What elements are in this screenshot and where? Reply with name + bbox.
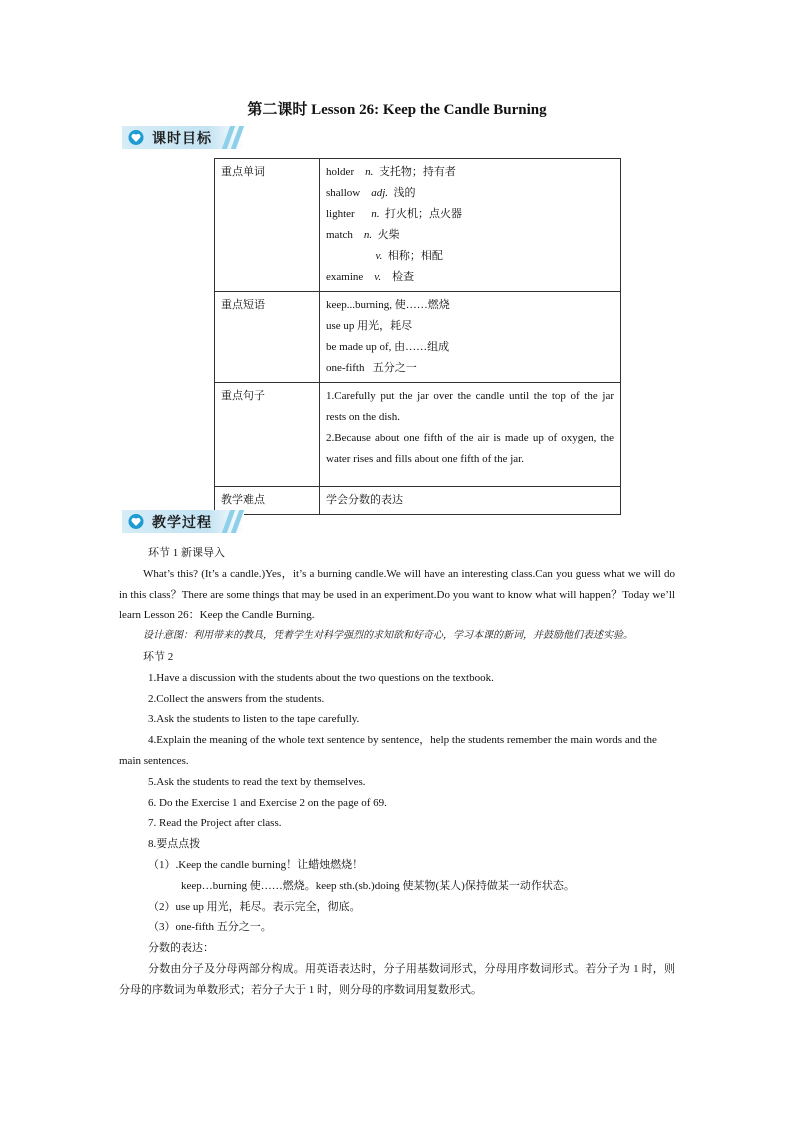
objectives-table (214, 158, 621, 515)
list-item: v. 相称；相配 (375, 250, 443, 262)
sentence-key: 重点句子 (215, 383, 320, 487)
table-row (215, 159, 621, 292)
sentence-list (320, 383, 621, 487)
list-item: shallow adj. 浅的 (326, 187, 416, 199)
vocab-list (320, 159, 621, 292)
list-item: one-fifth 五分之一 (326, 362, 417, 374)
list-item: 5.Ask the students to read the text by themselves. (148, 775, 366, 788)
key-point: （1）.Keep the candle burning！让蜡烛燃烧！ (148, 858, 364, 871)
list-item: 4.Explain the meaning of the whole text sentence by sentence，help the students remember the main words and the main sentences. (119, 734, 657, 767)
table-row (215, 383, 621, 487)
list-item: match n. 火柴 (326, 229, 400, 241)
list-item: 1.Have a discussion with the students about the two questions on the textbook. (148, 671, 494, 684)
phrase-key: 重点短语 (215, 292, 320, 383)
step2-title: 环节 2 (143, 650, 174, 663)
list-item: 2.Because about one fifth of the air is made up of oxygen, the water rises and fills about one fifth of the jar. (326, 432, 614, 465)
list-item: be made up of, 由……组成 (326, 341, 450, 353)
heart-icon (128, 130, 144, 145)
fraction-text: 分数由分子及分母两部分构成。用英语表达时，分子用基数词形式，分母用序数词形式。若分子为 1 时，则分母的序数词为单数形式；若分子大于 1 时，则分母的序数词用复数形式。 (119, 962, 675, 996)
list-item: 6. Do the Exercise 1 and Exercise 2 on the page of 69. (148, 796, 387, 809)
list-item: use up 用光，耗尽 (326, 320, 413, 332)
fraction-title: 分数的表达： (148, 942, 214, 955)
table-row (215, 487, 621, 515)
process-body (119, 543, 675, 1001)
step1-title: 环节 1 新课导入 (148, 547, 225, 559)
section-banner-process (122, 510, 244, 533)
key-point: （3）one-fifth 五分之一。 (148, 921, 272, 934)
difficulty-value: 学会分数的表达 (320, 487, 621, 515)
list-item: 1.Carefully put the jar over the candle until the top of the jar rests on the dish. (326, 390, 614, 423)
list-item: keep...burning, 使……燃烧 (326, 299, 450, 311)
table-row (215, 292, 621, 383)
section-title: 课时目标 (152, 131, 212, 147)
vocab-key: 重点单词 (215, 159, 320, 292)
list-item: examine v. 检查 (326, 271, 415, 283)
section-banner-objectives (122, 126, 244, 149)
phrase-list (320, 292, 621, 383)
key-point: （2）use up 用光，耗尽。表示完全，彻底。 (148, 900, 361, 913)
design-intent: 设计意图：利用带来的教具，凭着学生对科学强烈的求知欲和好奇心，学习本课的新词，并鼓励他们表述实验。 (143, 630, 633, 642)
list-item: 7. Read the Project after class. (148, 817, 282, 830)
page-title: 第二课时 Lesson 26: Keep the Candle Burning (247, 102, 547, 118)
section-title: 教学过程 (152, 515, 212, 531)
step1-text: What’s this? (It’s a candle.)Yes，it’s a burning candle.We will have an interesting class.Can you guess what we will do in this class？There are some things that may be used in an experiment.Do you want to know what will happen？Today we’ll learn Lesson 26：Keep the Candle Burning. (119, 567, 675, 622)
list-item: 3.Ask the students to listen to the tape carefully. (148, 713, 360, 726)
list-item: 2.Collect the answers from the students. (148, 692, 325, 705)
list-item: 8.要点点拨 (148, 838, 201, 851)
heart-icon (128, 514, 144, 529)
difficulty-key: 教学难点 (215, 487, 320, 515)
list-item: lighter n. 打火机；点火器 (326, 208, 462, 220)
list-item: holder n. 支托物；持有者 (326, 166, 456, 178)
key-point: keep…burning 使……燃烧。keep sth.(sb.)doing 使某物(某人)保持做某一动作状态。 (181, 879, 575, 892)
